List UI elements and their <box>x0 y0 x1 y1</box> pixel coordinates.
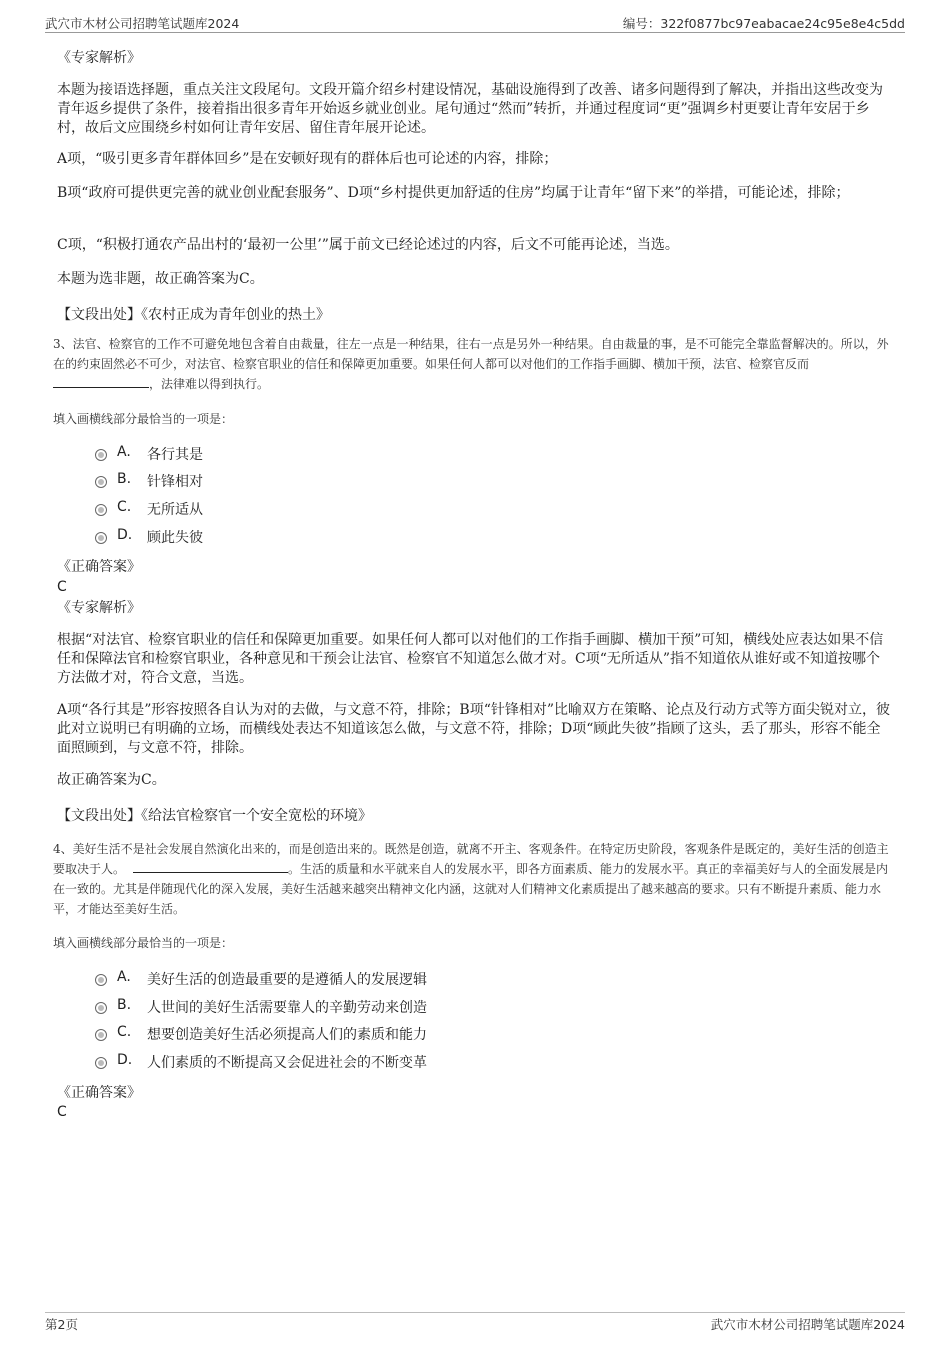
q2-analysis-para5-block <box>57 270 893 289</box>
q4-blank-line <box>133 860 288 873</box>
option-letter: D. <box>117 527 133 543</box>
q2-analysis-para2-block <box>57 150 893 169</box>
q2-analysis-label: 《专家解析》 <box>57 50 141 66</box>
q3-source: 【文段出处】《给法官检察官一个安全宽松的环境》 <box>57 808 372 824</box>
q2-source-block <box>57 304 893 324</box>
q3-answer-label-block <box>57 556 893 577</box>
q3-stem-text-a: 3、法官、检察官的工作不可避免地包含着自由裁量，往左一点是一种结果，往右一点是另外一种结果。自由裁量的事，是不可能完全靠监督解决的。所以，外在的约束固然必不可少，对法官、检察官职业的信任和保障更加重要。如果任何人都可以对他们的工作指手画脚、横加干预，法官、检察官反而 <box>53 337 889 371</box>
q4-stem <box>53 839 893 919</box>
q3-answer-label: 《正确答案》 <box>57 559 141 575</box>
q4-stem-text-b: 。生活的质量和水平就来自人的发展水平，即各方面素质、能力的发展水平。真正的幸福美好与人的全面发展是内在一致的。尤其是伴随现代化的深入发展，美好生活越来越突出精神文化内涵，这就对人们精神文化素质提出了越来越高的要求。只有不断提升素质、能力水平，才能达至美好生活。 <box>53 862 889 916</box>
q3-prompt: 填入画横线部分最恰当的一项是： <box>53 412 234 426</box>
option-letter: C. <box>117 499 132 515</box>
radio-icon[interactable] <box>95 974 107 986</box>
q4-answer-label: 《正确答案》 <box>57 1085 141 1101</box>
option-text: 想要创造美好生活必须提高人们的素质和能力 <box>147 1027 427 1043</box>
radio-icon[interactable] <box>95 1029 107 1041</box>
q3-analysis-label-block <box>57 597 893 618</box>
q3-analysis-label: 《专家解析》 <box>57 600 141 616</box>
q2-source: 【文段出处】《农村正成为青年创业的热土》 <box>57 307 330 323</box>
q2-analysis-para4: C项，“积极打通农产品出村的‘最初一公里’”属于前文已经论述过的内容，后文不可能再论述，当选。 <box>57 237 679 253</box>
q4-prompt-block <box>53 933 889 953</box>
q2-analysis-para2: A项，“吸引更多青年群体回乡”是在安顿好现有的群体后也可论述的内容，排除； <box>57 151 558 167</box>
option-letter: D. <box>117 1052 133 1068</box>
option-text: 无所适从 <box>147 502 203 518</box>
q3-answer-block <box>57 576 893 595</box>
footer-title: 武穴市木材公司招聘笔试题库2024 <box>710 1317 905 1332</box>
q3-analysis-para2-block <box>57 701 893 758</box>
option-letter: B. <box>117 471 132 487</box>
q2-analysis-para5: 本题为选非题，故正确答案为C。 <box>57 271 264 287</box>
q3-prompt-block <box>53 409 889 429</box>
option-letter: A. <box>117 969 131 985</box>
q3-analysis-para1-block <box>57 631 893 688</box>
q3-answer: C <box>57 579 67 595</box>
q2-analysis-para4-block <box>57 236 893 255</box>
header-serial-number: 编号：322f0877bc97eabacae24c95e8e4c5dd <box>622 16 905 31</box>
radio-icon[interactable] <box>95 449 107 461</box>
q3-stem-text-b: ，法律难以得到执行。 <box>149 377 270 391</box>
radio-icon[interactable] <box>95 1002 107 1014</box>
option-text: 顾此失彼 <box>147 530 203 546</box>
q4-stem-text-a: 4、美好生活不是社会发展自然演化出来的，而是创造出来的。既然是创造，就离不开主、客观条件。在特定历史阶段，客观条件是既定的，美好生活的创造主要取决于人。 <box>53 842 889 876</box>
q2-analysis-label-block <box>57 47 893 68</box>
q3-analysis-para3-block <box>57 771 893 790</box>
radio-icon[interactable] <box>95 532 107 544</box>
option-text: 人世间的美好生活需要靠人的辛勤劳动来创造 <box>147 1000 427 1016</box>
q4-answer-block <box>57 1101 893 1120</box>
q2-analysis-para1: 本题为接语选择题，重点关注文段尾句。文段开篇介绍乡村建设情况，基础设施得到了改善、诸多问题得到了解决，并指出这些改变为青年返乡提供了条件，接着指出很多青年开始返乡就业创业。尾句通过“然而”转折，并通过程度词“更”强调乡村更要让青年安居于乡村，故后文应围绕乡村如何让青年安居、留住青年展开论述。 <box>57 82 883 136</box>
page-footer <box>45 1312 905 1333</box>
q4-answer: C <box>57 1104 67 1120</box>
option-letter: B. <box>117 997 132 1013</box>
footer-page-number: 第2页 <box>45 1317 78 1332</box>
q3-blank-line <box>53 375 149 388</box>
q3-stem <box>53 334 893 394</box>
q4-prompt: 填入画横线部分最恰当的一项是： <box>53 936 234 950</box>
q3-analysis-para1: 根据“对法官、检察官职业的信任和保障更加重要。如果任何人都可以对他们的工作指手画脚、横加干预”可知，横线处应表达如果不信任和保障法官和检察官职业，各种意见和干预会让法官、检察官不知道怎么做才对。C项“无所适从”指不知道依从谁好或不知道按哪个方法做才对，符合文意，当选。 <box>57 632 884 686</box>
q4-answer-label-block <box>57 1082 893 1103</box>
q3-source-block <box>57 805 893 825</box>
option-text: 美好生活的创造最重要的是遵循人的发展逻辑 <box>147 972 427 988</box>
option-letter: A. <box>117 444 131 460</box>
radio-icon[interactable] <box>95 1057 107 1069</box>
radio-icon[interactable] <box>95 504 107 516</box>
radio-icon[interactable] <box>95 476 107 488</box>
q3-analysis-para3: 故正确答案为C。 <box>57 772 166 788</box>
header-title: 武穴市木材公司招聘笔试题库2024 <box>45 16 240 31</box>
option-text: 针锋相对 <box>147 474 203 490</box>
option-text: 各行其是 <box>147 447 203 463</box>
q3-analysis-para2: A项“各行其是”形容按照各自认为对的去做，与文意不符，排除；B项“针锋相对”比喻双方在策略、论点及行动方式等方面尖锐对立，彼此对立说明已有明确的立场，而横线处表达不知道该怎么做，与文意不符，排除；D项“顾此失彼”指顾了这头，丢了那头，形容不能全面照顾到，与文意不符，排除。 <box>57 702 891 756</box>
page-header <box>45 14 905 33</box>
option-text: 人们素质的不断提高又会促进社会的不断变革 <box>147 1055 427 1071</box>
option-letter: C. <box>117 1024 132 1040</box>
q2-analysis-para3: B项“政府可提供更完善的就业创业配套服务”、D项“乡村提供更加舒适的住房”均属于让青年“留下来”的举措，可能论述，排除； <box>57 185 850 201</box>
q2-analysis-para3-block <box>57 184 893 203</box>
q2-analysis-para1-block <box>57 81 893 138</box>
